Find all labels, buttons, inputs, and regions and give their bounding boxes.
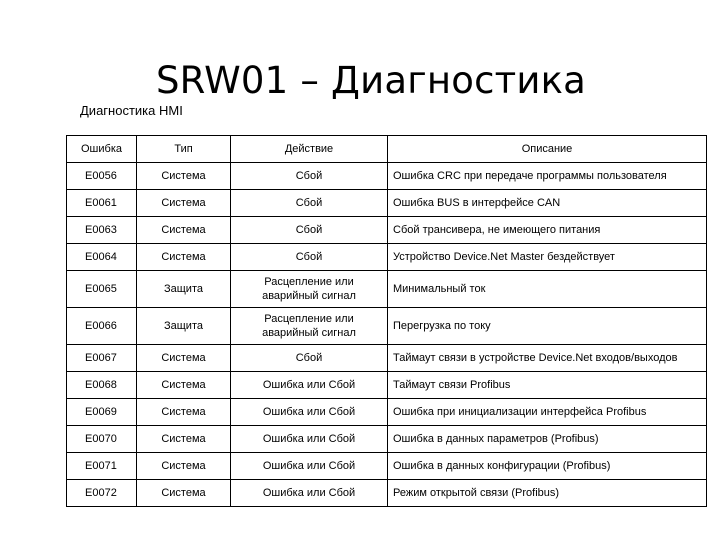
cell-code: E0067 [67, 345, 137, 372]
cell-type: Система [137, 426, 231, 453]
cell-action: Ошибка или Сбой [231, 399, 388, 426]
cell-action: Сбой [231, 217, 388, 244]
cell-action: Ошибка или Сбой [231, 453, 388, 480]
table-header-row [67, 136, 707, 163]
cell-type: Система [137, 163, 231, 190]
table-row [67, 399, 707, 426]
header-code: Ошибка [67, 136, 137, 163]
cell-code: E0070 [67, 426, 137, 453]
cell-type: Система [137, 480, 231, 507]
table-row [67, 453, 707, 480]
table-row [67, 372, 707, 399]
cell-type: Система [137, 190, 231, 217]
cell-code: E0072 [67, 480, 137, 507]
header-type: Тип [137, 136, 231, 163]
cell-description: Минимальный ток [388, 271, 707, 308]
cell-description: Таймаут связи Profibus [388, 372, 707, 399]
cell-description: Устройство Device.Net Master бездействует [388, 244, 707, 271]
cell-code: E0056 [67, 163, 137, 190]
cell-description: Сбой трансивера, не имеющего питания [388, 217, 707, 244]
cell-type: Система [137, 372, 231, 399]
header-description: Описание [388, 136, 707, 163]
cell-type: Система [137, 217, 231, 244]
cell-action: Сбой [231, 244, 388, 271]
cell-code: E0069 [67, 399, 137, 426]
table-row [67, 426, 707, 453]
header-action: Действие [231, 136, 388, 163]
cell-action: Расцепление или аварийный сигнал [231, 308, 388, 345]
cell-code: E0071 [67, 453, 137, 480]
diagnostics-table [66, 135, 707, 507]
cell-action: Сбой [231, 190, 388, 217]
cell-description: Ошибка в данных параметров (Profibus) [388, 426, 707, 453]
cell-type: Система [137, 399, 231, 426]
table-row [67, 217, 707, 244]
cell-action: Ошибка или Сбой [231, 480, 388, 507]
cell-type: Защита [137, 308, 231, 345]
page-title: SRW01 – Диагностика [156, 59, 587, 102]
cell-type: Система [137, 345, 231, 372]
cell-type: Система [137, 453, 231, 480]
table-row [67, 308, 707, 345]
cell-action: Ошибка или Сбой [231, 426, 388, 453]
page-subtitle: Диагностика HMI [80, 103, 183, 118]
cell-code: E0066 [67, 308, 137, 345]
cell-code: E0068 [67, 372, 137, 399]
cell-action: Сбой [231, 163, 388, 190]
cell-description: Ошибка CRC при передаче программы пользователя [388, 163, 707, 190]
cell-action: Ошибка или Сбой [231, 372, 388, 399]
cell-description: Таймаут связи в устройстве Device.Net входов/выходов [388, 345, 707, 372]
cell-description: Ошибка при инициализации интерфейса Profibus [388, 399, 707, 426]
cell-code: E0063 [67, 217, 137, 244]
cell-code: E0064 [67, 244, 137, 271]
cell-description: Перегрузка по току [388, 308, 707, 345]
table-row [67, 345, 707, 372]
table-row [67, 271, 707, 308]
table-row [67, 480, 707, 507]
cell-description: Режим открытой связи (Profibus) [388, 480, 707, 507]
cell-code: E0061 [67, 190, 137, 217]
table-row [67, 244, 707, 271]
cell-action: Сбой [231, 345, 388, 372]
cell-type: Система [137, 244, 231, 271]
cell-description: Ошибка в данных конфигурации (Profibus) [388, 453, 707, 480]
table-row [67, 163, 707, 190]
cell-code: E0065 [67, 271, 137, 308]
table-row [67, 190, 707, 217]
cell-action: Расцепление или аварийный сигнал [231, 271, 388, 308]
cell-description: Ошибка BUS в интерфейсе CAN [388, 190, 707, 217]
cell-type: Защита [137, 271, 231, 308]
